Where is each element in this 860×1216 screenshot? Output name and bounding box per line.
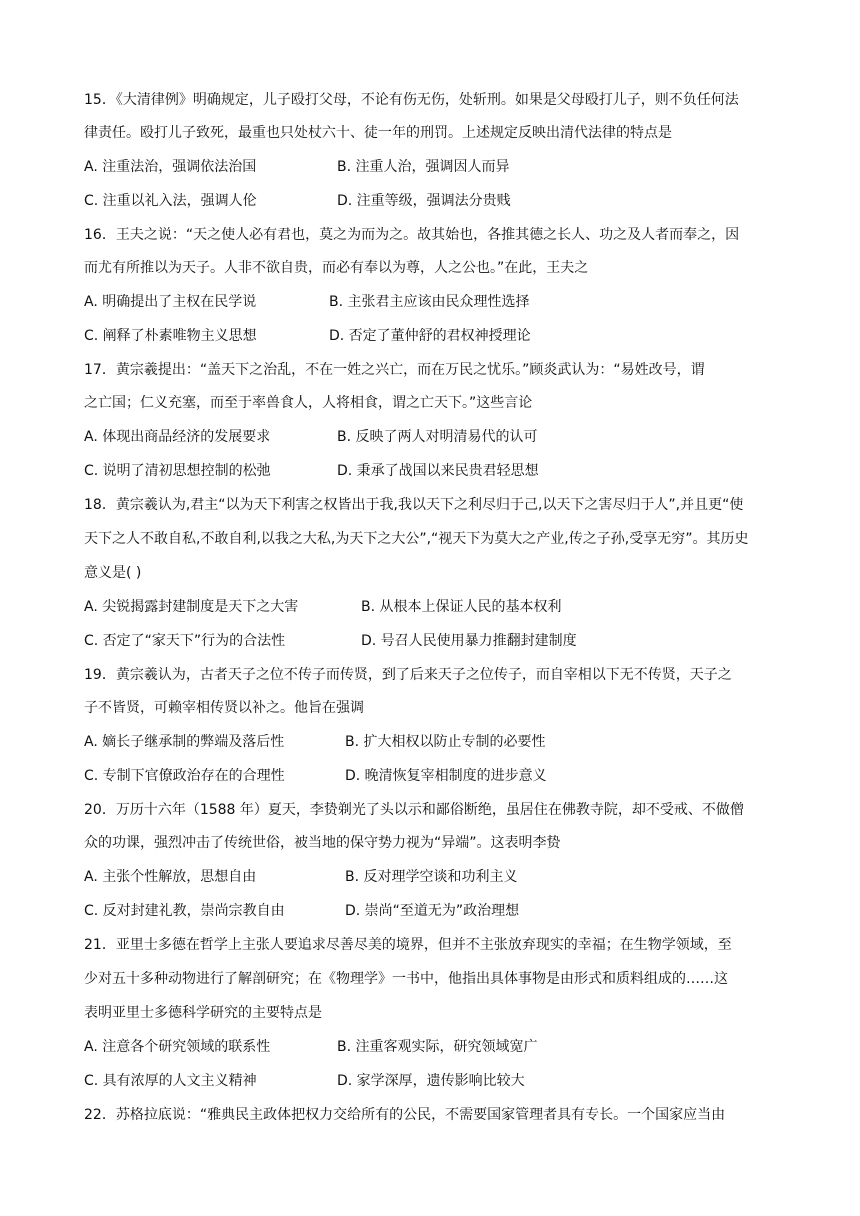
q20-option-c[interactable]: C. 反对封建礼教，崇尚宗教自由 xyxy=(84,903,285,919)
q17-option-c[interactable]: C. 说明了清初思想控制的松弛 xyxy=(84,463,271,479)
q16-option-b[interactable]: B. 主张君主应该由民众理性选择 xyxy=(329,294,530,310)
q18-option-b[interactable]: B. 从根本上保证人民的基本权利 xyxy=(361,599,562,615)
q17-option-b[interactable]: B. 反映了两人对明清易代的认可 xyxy=(337,429,538,445)
question-19-line-2: 子不皆贤，可赖宰相传贤以补之。他旨在强调 xyxy=(84,700,364,716)
q16-option-c[interactable]: C. 阐释了朴素唯物主义思想 xyxy=(84,328,257,344)
q19-option-a[interactable]: A. 嫡长子继承制的弊端及落后性 xyxy=(84,734,285,750)
question-18-line-1: 18．黄宗羲认为,君主“以为天下利害之权皆出于我,我以天下之利尽归于己,以天下之害尽归于人”,并且更“使 xyxy=(84,497,744,513)
q21-option-d[interactable]: D. 家学深厚，遗传影响比较大 xyxy=(337,1073,525,1089)
q21-option-a[interactable]: A. 注意各个研究领域的联系性 xyxy=(84,1039,271,1055)
question-18-line-3: 意义是( ) xyxy=(84,565,142,581)
question-16-line-1: 16．王夫之说：“天之使人必有君也，莫之为而为之。故其始也，各推其德之长人、功之及人者而奉之，因 xyxy=(84,227,740,243)
q18-option-d[interactable]: D. 号召人民使用暴力推翻封建制度 xyxy=(361,633,577,649)
question-15-line-1: 15．《大清律例》明确规定，儿子殴打父母，不论有伤无伤，处斩刑。如果是父母殴打儿子，则不负任何法 xyxy=(84,92,739,108)
q19-option-b[interactable]: B. 扩大相权以防止专制的必要性 xyxy=(345,734,546,750)
q16-option-a[interactable]: A. 明确提出了主权在民学说 xyxy=(84,294,257,310)
q19-option-c[interactable]: C. 专制下官僚政治存在的合理性 xyxy=(84,768,285,784)
question-22-line-1: 22．苏格拉底说：“雅典民主政体把权力交给所有的公民，不需要国家管理者具有专长。一个国家应当由 xyxy=(84,1107,726,1123)
q15-option-d[interactable]: D. 注重等级，强调法分贵贱 xyxy=(337,193,511,209)
q15-option-c[interactable]: C. 注重以礼入法，强调人伦 xyxy=(84,193,257,209)
q18-option-a[interactable]: A. 尖锐揭露封建制度是天下之大害 xyxy=(84,599,299,615)
q21-option-c[interactable]: C. 具有浓厚的人文主义精神 xyxy=(84,1073,257,1089)
q17-option-d[interactable]: D. 秉承了战国以来民贵君轻思想 xyxy=(337,463,539,479)
question-21-line-1: 21．亚里士多德在哲学上主张人要追求尽善尽美的境界，但并不主张放弃现实的幸福；在生物学领域，至 xyxy=(84,937,732,953)
question-21-line-3: 表明亚里士多德科学研究的主要特点是 xyxy=(84,1005,322,1021)
q17-option-a[interactable]: A. 体现出商品经济的发展要求 xyxy=(84,429,271,445)
q18-option-c[interactable]: C. 否定了“家天下”行为的合法性 xyxy=(84,633,286,649)
q20-option-b[interactable]: B. 反对理学空谈和功利主义 xyxy=(345,869,518,885)
question-20-line-1: 20．万历十六年（1588 年）夏天，李贽剃光了头以示和鄙俗断绝，虽居住在佛教寺院，却不受戒、不做僧 xyxy=(84,802,744,818)
q21-option-b[interactable]: B. 注重客观实际，研究领域宽广 xyxy=(337,1039,538,1055)
question-15-line-2: 律责任。殴打儿子致死，最重也只处杖六十、徒一年的刑罚。上述规定反映出清代法律的特点是 xyxy=(84,125,672,141)
q20-option-a[interactable]: A. 主张个性解放，思想自由 xyxy=(84,869,257,885)
question-17-line-1: 17．黄宗羲提出：“盖天下之治乱，不在一姓之兴亡，而在万民之忧乐。”顾炎武认为：“易姓改号，谓 xyxy=(84,362,705,378)
q19-option-d[interactable]: D. 晚清恢复宰相制度的进步意义 xyxy=(345,768,547,784)
q16-option-d[interactable]: D. 否定了董仲舒的君权神授理论 xyxy=(329,328,531,344)
question-17-line-2: 之亡国；仁义充塞，而至于率兽食人，人将相食，谓之亡天下。”这些言论 xyxy=(84,395,533,411)
q15-option-a[interactable]: A. 注重法治，强调依法治国 xyxy=(84,159,257,175)
question-19-line-1: 19．黄宗羲认为，古者天子之位不传子而传贤，到了后来天子之位传子，而自宰相以下无不传贤，天子之 xyxy=(84,667,732,683)
question-18-line-2: 天下之人不敢自私,不敢自利,以我之大私,为天下之大公”,“视天下为莫大之产业,传之子孙,受享无穷”。其历史 xyxy=(84,531,749,547)
q15-option-b[interactable]: B. 注重人治，强调因人而异 xyxy=(337,159,510,175)
q20-option-d[interactable]: D. 崇尚“至道无为”政治理想 xyxy=(345,903,520,919)
question-21-line-2: 少对五十多种动物进行了解剖研究；在《物理学》一书中，他指出具体事物是由形式和质料组成的……这 xyxy=(84,971,728,987)
question-20-line-2: 众的功课，强烈冲击了传统世俗，被当地的保守势力视为“异端”。这表明李贽 xyxy=(84,835,561,851)
question-16-line-2: 而尤有所推以为天子。人非不欲自贵，而必有奉以为尊，人之公也。”在此，王夫之 xyxy=(84,260,589,276)
